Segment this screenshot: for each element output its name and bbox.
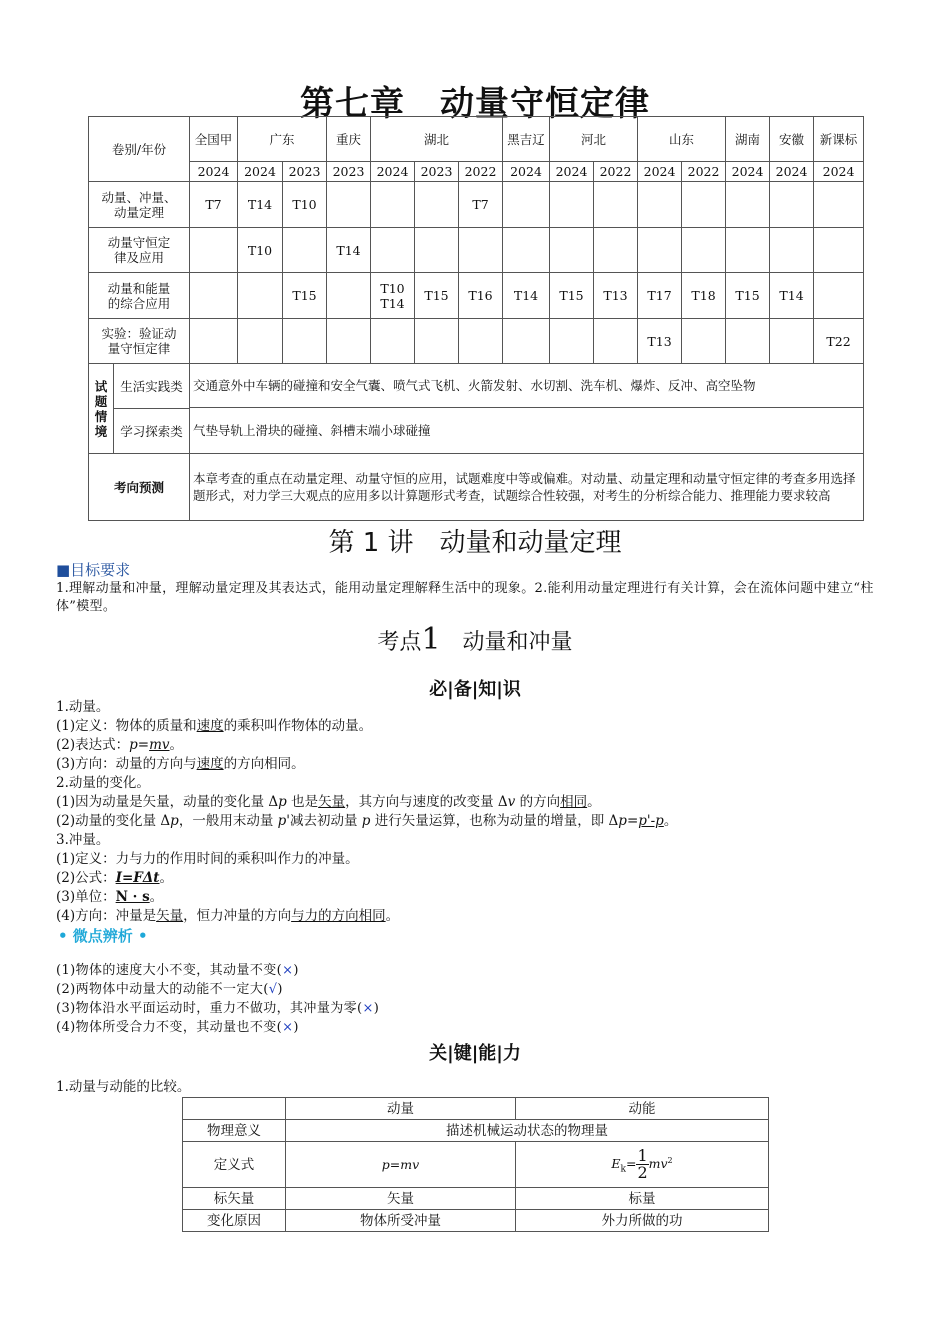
- question-cell: [459, 228, 503, 273]
- question-cell: [459, 319, 503, 364]
- goals-text: 1.理解动量和冲量，理解动量定理及其表达式，能用动量定理解释生活中的现象。2.能利用动量定理进行有关计算，会在流体问题中建立“柱体”模型。: [56, 581, 874, 614]
- row-label: 定义式: [183, 1142, 286, 1188]
- blank-answer: 相同: [560, 794, 588, 810]
- year-cell: 2024: [503, 162, 550, 182]
- question-cell: T15: [550, 273, 594, 319]
- text: (4)物体所受合力不变，其动量也不变(: [56, 1020, 283, 1035]
- symbol: p: [129, 737, 138, 753]
- question-cell: [283, 319, 327, 364]
- question-cell: [770, 182, 814, 228]
- text: 的方向: [515, 794, 561, 810]
- question-cell: T15: [415, 273, 459, 319]
- kinetic-energy-formula: [516, 1142, 769, 1188]
- header-empty: [183, 1098, 286, 1120]
- micro-item: [56, 961, 299, 980]
- numerator: 1: [637, 1146, 648, 1165]
- question-cell: T7: [459, 182, 503, 228]
- blank-answer: 与力的方向相同: [291, 908, 386, 924]
- question-cell: [190, 228, 238, 273]
- question-cell: T15: [283, 273, 327, 319]
- question-cell: T16: [459, 273, 503, 319]
- text: 也是: [286, 794, 319, 810]
- keypoint-name: 动量和冲量: [462, 630, 573, 655]
- question-cell: [814, 228, 864, 273]
- symbol: mv: [648, 1156, 668, 1171]
- text: =: [137, 737, 150, 753]
- topic-row-energy-combined: [89, 273, 864, 319]
- blank-answer: I=FΔt: [115, 870, 160, 886]
- knowledge-line: [56, 755, 305, 774]
- question-cell: [726, 319, 770, 364]
- keypoint-prefix: 考点: [377, 630, 422, 655]
- question-cell: [550, 228, 594, 273]
- lecture-title: 第 1 讲 动量和动量定理: [328, 528, 622, 558]
- question-cell: [594, 182, 638, 228]
- year-cell: 2024: [770, 162, 814, 182]
- question-cell: [594, 319, 638, 364]
- text: (2)两物体中动量大的动能不一定大(: [56, 982, 269, 997]
- question-cell: [682, 228, 726, 273]
- chapter-title: 第七章 动量守恒定律: [300, 84, 650, 124]
- question-cell: [503, 319, 550, 364]
- goals-heading: ■目标要求: [56, 561, 131, 579]
- cross-mark-icon: ×: [282, 1020, 294, 1035]
- header-kinetic-energy: 动能: [516, 1098, 769, 1120]
- region-header: 安徽: [770, 117, 814, 162]
- micro-item: [56, 980, 283, 999]
- topic-row-conservation: [89, 228, 864, 273]
- question-cell: [638, 182, 682, 228]
- question-cell: T13: [594, 273, 638, 319]
- question-cell: [550, 319, 594, 364]
- text: ): [373, 1001, 380, 1016]
- question-cell: T14: [503, 273, 550, 319]
- year-cell: 2023: [327, 162, 371, 182]
- region-header: 湖北: [371, 117, 503, 162]
- row-label: 物理意义: [183, 1120, 286, 1142]
- question-cell: T15: [726, 273, 770, 319]
- knowledge-line: 1.动量。: [56, 699, 110, 715]
- region-header: 湖南: [726, 117, 770, 162]
- section-knowledge-title: 必|备|知|识: [429, 679, 521, 700]
- question-cell: [594, 228, 638, 273]
- text: 。: [663, 813, 678, 829]
- question-cell: T10: [238, 228, 283, 273]
- question-cell: T17: [638, 273, 682, 319]
- blank-answer: 速度: [196, 756, 224, 772]
- context-type-life: 生活实践类: [114, 364, 189, 409]
- check-mark-icon: √: [268, 982, 278, 997]
- text: (2)动量的变化量 Δ: [56, 813, 171, 829]
- context-type-study: 学习探索类: [120, 423, 183, 439]
- context-group-cell: [89, 364, 190, 454]
- question-cell: [327, 182, 371, 228]
- text: (2)公式：: [56, 870, 116, 886]
- cell: 描述机械运动状态的物理量: [286, 1120, 769, 1142]
- year-cell: 2024: [550, 162, 594, 182]
- topic-label: 动量和能量 的综合应用: [89, 273, 190, 319]
- question-cell: T13: [638, 319, 682, 364]
- knowledge-line: [56, 736, 183, 755]
- text: ，一般用末动量: [178, 813, 278, 829]
- question-cell: T14: [770, 273, 814, 319]
- exam-statistics-table: [88, 116, 864, 521]
- question-cell: [283, 228, 327, 273]
- knowledge-line: [56, 717, 372, 736]
- text: (2)表达式：: [56, 737, 130, 753]
- topic-label: 动量、冲量、 动量定理: [89, 182, 190, 228]
- text: 。: [169, 737, 184, 753]
- question-cell: [238, 273, 283, 319]
- momentum-formula: p=mv: [286, 1142, 516, 1188]
- context-text-study: 气垫导轨上滑块的碰撞、斜槽末端小球碰撞: [190, 408, 864, 454]
- region-header: 重庆: [327, 117, 371, 162]
- symbol: p: [618, 813, 627, 829]
- text: (4)方向：冲量是: [56, 908, 157, 924]
- text: 减去初动量: [289, 813, 362, 829]
- question-cell: [726, 182, 770, 228]
- blank-answer: mv: [149, 737, 170, 753]
- question-cell: [327, 319, 371, 364]
- year-cell: 2024: [814, 162, 864, 182]
- superscript: 2: [667, 1155, 673, 1165]
- question-cell: [371, 228, 415, 273]
- section-ability-title: 关|键|能|力: [429, 1043, 521, 1064]
- question-cell: [415, 319, 459, 364]
- region-header: 山东: [638, 117, 726, 162]
- knowledge-line: [56, 812, 677, 831]
- cell: 标量: [516, 1188, 769, 1210]
- text: 进行矢量运算，也称为动量的增量，即 Δ: [370, 813, 619, 829]
- subscript: k: [620, 1164, 626, 1175]
- question-cell: [503, 228, 550, 273]
- symbol: p: [361, 813, 371, 829]
- topic-label: 动量守恒定 律及应用: [89, 228, 190, 273]
- year-cell: 2024: [238, 162, 283, 182]
- year-cell: 2024: [371, 162, 415, 182]
- text: =: [625, 1156, 637, 1171]
- year-cell: 2022: [594, 162, 638, 182]
- symbol: p: [170, 813, 179, 829]
- question-cell: T10: [283, 182, 327, 228]
- text: 的方向相同。: [223, 756, 305, 772]
- question-cell: T14: [238, 182, 283, 228]
- row-label: 标矢量: [183, 1188, 286, 1210]
- topic-label: 实验：验证动 量守恒定律: [89, 319, 190, 364]
- question-cell: [814, 182, 864, 228]
- question-cell: [190, 273, 238, 319]
- year-cell: 2023: [283, 162, 327, 182]
- question-cell: [415, 182, 459, 228]
- knowledge-line: [56, 869, 173, 888]
- text: 。: [149, 889, 164, 905]
- context-label: 试 题 情 境: [89, 364, 114, 453]
- knowledge-line: 2.动量的变化。: [56, 775, 150, 791]
- symbol: v: [507, 794, 516, 810]
- row-label: 变化原因: [183, 1210, 286, 1232]
- question-cell: [814, 273, 864, 319]
- blank-answer: 矢量: [156, 908, 184, 924]
- question-cell: T10 T14: [371, 273, 415, 319]
- cell: 外力所做的功: [516, 1210, 769, 1232]
- fraction: [636, 1148, 648, 1181]
- cell: 物体所受冲量: [286, 1210, 516, 1232]
- text: ): [293, 1020, 299, 1035]
- text: (3)物体沿水平面运动时，重力不做功，其冲量为零(: [56, 1001, 363, 1016]
- keypoint-title: [0, 622, 950, 657]
- region-header: 全国甲: [190, 117, 238, 162]
- text: =: [626, 813, 639, 829]
- question-cell: [770, 228, 814, 273]
- text: (1)物体的速度大小不变，其动量不变(: [56, 963, 283, 978]
- text: ): [277, 982, 283, 997]
- micro-analysis-title: • 微点辨析 •: [58, 927, 148, 945]
- years-row: [89, 162, 864, 182]
- year-cell: 2023: [415, 162, 459, 182]
- question-cell: [415, 228, 459, 273]
- text: 的乘积叫作物体的动量。: [223, 718, 373, 734]
- text: (3)方向：动量的方向与: [56, 756, 197, 772]
- region-header: 黑吉辽: [503, 117, 550, 162]
- blank-answer: 速度: [196, 718, 224, 734]
- text: (1)因为动量是矢量，动量的变化量 Δ: [56, 794, 279, 810]
- blank-answer: 矢量: [318, 794, 346, 810]
- text: ): [293, 963, 299, 978]
- knowledge-line: (1)定义：力与力的作用时间的乘积叫作力的冲量。: [56, 851, 359, 867]
- year-cell: 2024: [638, 162, 682, 182]
- question-cell: [682, 182, 726, 228]
- knowledge-line: [56, 888, 163, 907]
- cross-mark-icon: ×: [282, 963, 294, 978]
- region-header: 广东: [238, 117, 327, 162]
- text: 。: [159, 870, 174, 886]
- context-text-life: 交通意外中车辆的碰撞和安全气囊、喷气式飞机、火箭发射、水切割、洗车机、爆炸、反冲、高空坠物: [190, 364, 864, 408]
- question-cell: [190, 319, 238, 364]
- forecast-label: 考向预测: [89, 454, 190, 521]
- comparison-intro: 1.动量与动能的比较。: [56, 1079, 191, 1095]
- year-cell: 2022: [682, 162, 726, 182]
- question-cell: T14: [327, 228, 371, 273]
- topic-row-momentum-theorem: [89, 182, 864, 228]
- question-cell: [327, 273, 371, 319]
- cross-mark-icon: ×: [362, 1001, 374, 1016]
- corner-label: 卷别/年份: [89, 117, 190, 182]
- text: (1)定义：物体的质量和: [56, 718, 197, 734]
- question-cell: [770, 319, 814, 364]
- text: 。: [385, 908, 400, 924]
- question-cell: [550, 182, 594, 228]
- region-header: 新课标: [814, 117, 864, 162]
- question-cell: T18: [682, 273, 726, 319]
- micro-item: [56, 999, 379, 1018]
- denominator: 2: [637, 1163, 648, 1182]
- topic-row-experiment: [89, 319, 864, 364]
- symbol: E: [611, 1156, 621, 1171]
- question-cell: [371, 182, 415, 228]
- year-cell: 2024: [726, 162, 770, 182]
- header-momentum: 动量: [286, 1098, 516, 1120]
- text: ，其方向与速度的改变量 Δ: [345, 794, 508, 810]
- momentum-kinetic-energy-table: [182, 1097, 769, 1232]
- keypoint-number: 1: [421, 622, 441, 657]
- knowledge-line: 3.冲量。: [56, 832, 110, 848]
- text: 。: [587, 794, 601, 810]
- symbol: p: [278, 794, 287, 810]
- symbol: p': [277, 813, 290, 829]
- question-cell: [638, 228, 682, 273]
- text: ，恒力冲量的方向: [183, 908, 292, 924]
- question-cell: T22: [814, 319, 864, 364]
- blank-answer: N · s: [115, 889, 150, 905]
- cell: 矢量: [286, 1188, 516, 1210]
- knowledge-line: [56, 907, 399, 926]
- question-cell: [503, 182, 550, 228]
- text: (3)单位：: [56, 889, 116, 905]
- region-header: 河北: [550, 117, 638, 162]
- knowledge-line: [56, 793, 601, 812]
- blank-answer: p'-p: [638, 813, 664, 829]
- question-cell: [682, 319, 726, 364]
- year-cell: 2024: [190, 162, 238, 182]
- question-cell: T7: [190, 182, 238, 228]
- question-cell: [371, 319, 415, 364]
- forecast-text: 本章考查的重点在动量定理、动量守恒的应用，试题难度中等或偏难。对动量、动量定理和动量守恒定律的考查多用选择题形式，对力学三大观点的应用多以计算题形式考查，试题综合性较强，对考生的分析综合能力、推理能力要求较高: [190, 454, 864, 521]
- question-cell: [238, 319, 283, 364]
- question-cell: [726, 228, 770, 273]
- micro-item: [56, 1018, 299, 1037]
- year-cell: 2022: [459, 162, 503, 182]
